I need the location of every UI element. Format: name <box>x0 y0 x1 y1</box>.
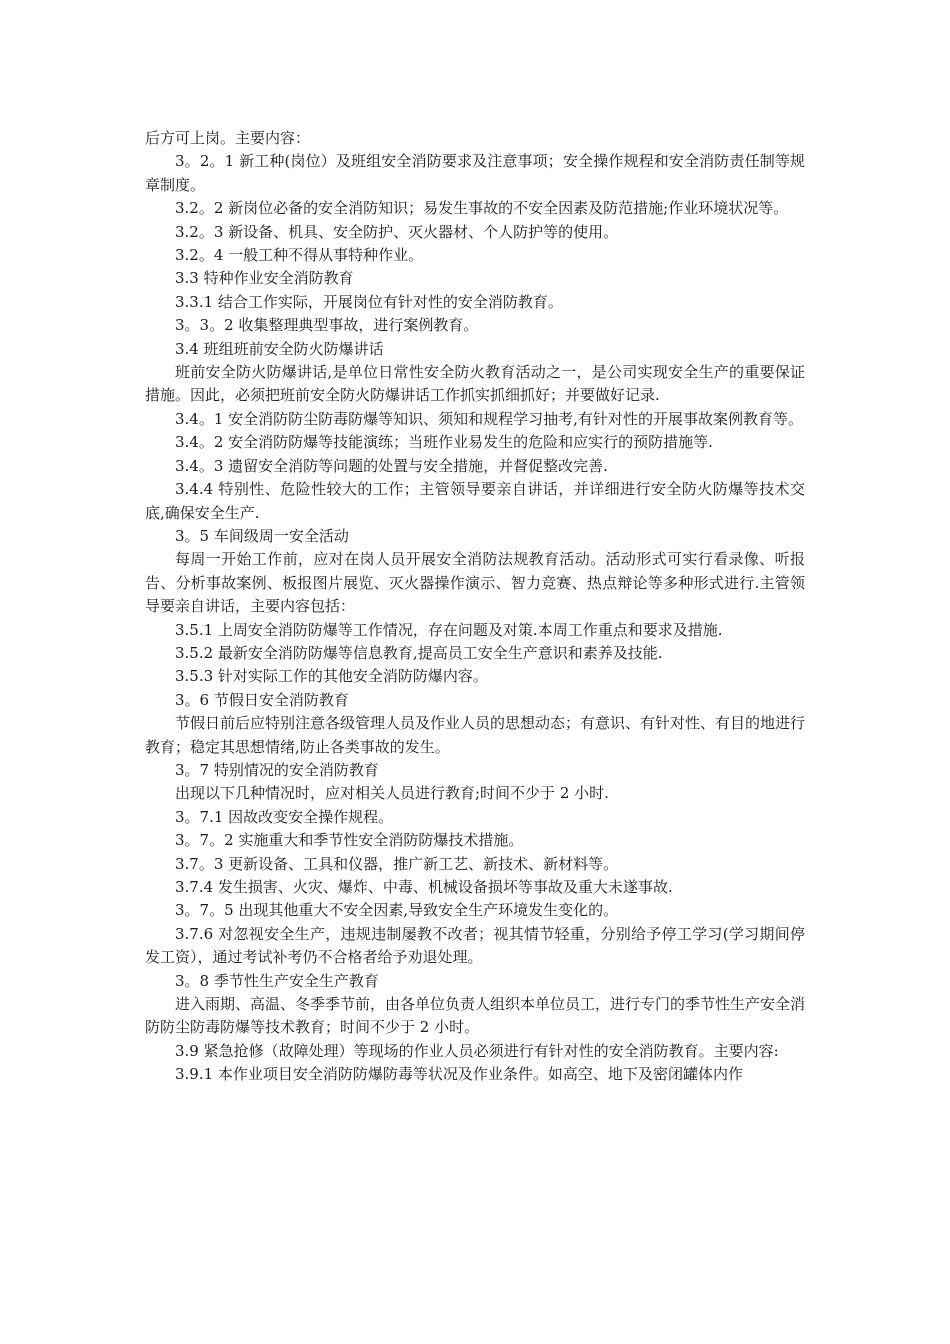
paragraph: 3.4。3 遗留安全消防等问题的处置与安全措施，并督促整改完善. <box>175 456 608 475</box>
paragraph: 3.2。2 新岗位必备的安全消防知识；易发生事故的不安全因素及防范措施;作业环境状况等。 <box>175 199 789 218</box>
paragraph: 班前安全防火防爆讲话,是单位日常性安全防火教育活动之一，是公司实现安全生产的重要保证措施。因此，必须把班前安全防火防爆讲话工作抓实抓细抓好；并要做好记录. <box>145 363 805 405</box>
paragraph: 3。7。5 出现其他重大不安全因素,导致安全生产环境发生变化的。 <box>175 901 619 920</box>
paragraph: 后方可上岗。主要内容： <box>145 129 311 147</box>
paragraph: 每周一开始工作前，应对在岗人员开展安全消防法规教育活动。活动形式可实行看录像、听报告、分析事故案例、板报图片展览、灭火器操作演示、智力竞赛、热点辩论等多种形式进行.主管领导要亲自讲话，主要内容包括： <box>145 550 805 616</box>
paragraph: 3.7.4 发生损害、火灾、爆炸、中毒、机械设备损坏等事故及重大未遂事故. <box>175 878 673 896</box>
paragraph: 3.5.1 上周安全消防防爆等工作情况，存在问题及对策.本周工作重点和要求及措施. <box>175 620 723 639</box>
paragraph: 3.4。2 安全消防防爆等技能演练；当班作业易发生的危险和应实行的预防措施等. <box>175 433 713 452</box>
paragraph: 3。3。2 收集整理典型事故，进行案例教育。 <box>175 316 479 335</box>
paragraph: 3.7.6 对忽视安全生产，违规违制屡教不改者；视其情节轻重，分别给予停工学习(学习期间停发工资），通过考试补考仍不合格者给予劝退处理。 <box>145 924 805 967</box>
paragraph: 出现以下几种情况时，应对相关人员进行教育;时间不少于 2 小时. <box>175 784 609 803</box>
paragraph: 3.9.1 本作业项目安全消防防爆防毒等状况及作业条件。如高空、地下及密闭罐体内作 <box>175 1065 743 1084</box>
paragraph: 进入雨期、高温、冬季季节前，由各单位负责人组织本单位员工，进行专门的季节性生产安全消防防尘防毒防爆等技术教育；时间不少于 2 小时。 <box>145 995 806 1037</box>
paragraph: 3。6 节假日安全消防教育 <box>175 690 349 709</box>
paragraph: 3.3 特种作业安全消防教育 <box>175 269 354 288</box>
paragraph: 3。7.1 因故改变安全操作规程。 <box>175 807 394 826</box>
paragraph: 3.5.3 针对实际工作的其他安全消防防爆内容。 <box>175 667 488 686</box>
paragraph: 3。2。1 新工种(岗位）及班组安全消防要求及注意事项；安全操作规程和安全消防责任制等规章制度。 <box>145 152 805 194</box>
paragraph: 3.4 班组班前安全防火防爆讲话 <box>175 339 384 358</box>
paragraph: 3.7。3 更新设备、工具和仪器，推广新工艺、新技术、新材料等。 <box>175 854 619 873</box>
paragraph: 3.5.2 最新安全消防防爆等信息教育,提高员工安全生产意识和素养及技能. <box>175 643 663 662</box>
paragraph: 3.4。1 安全消防防尘防毒防爆等知识、须知和规程学习抽考,有针对性的开展事故案例教育等。 <box>175 409 803 428</box>
paragraph: 3。7 特别情况的安全消防教育 <box>175 760 379 779</box>
paragraph: 节假日前后应特别注意各级管理人员及作业人员的思想动态；有意识、有针对性、有目的地进行教育；稳定其思想情绪,防止各类事故的发生。 <box>145 714 806 756</box>
paragraph: 3。8 季节性生产安全生产教育 <box>175 971 379 990</box>
paragraph: 3。7。2 实施重大和季节性安全消防防爆技术措施。 <box>175 831 524 850</box>
paragraph: 3.2。4 一般工种不得从事特种作业。 <box>175 246 424 265</box>
paragraph: 3.4.4 特别性、危险性较大的工作；主管领导要亲自讲话，并详细进行安全防火防爆等技术交底,确保安全生产. <box>145 480 805 522</box>
paragraph: 3.9 紧急抢修（故障处理）等现场的作业人员必须进行有针对性的安全消防教育。主要内容: <box>175 1041 779 1060</box>
paragraph: 3。5 车间级周一安全活动 <box>175 526 349 545</box>
paragraph: 3.2。3 新设备、机具、安全防护、灭火器材、个人防护等的使用。 <box>175 222 619 241</box>
document-page <box>145 127 805 1087</box>
paragraph: 3.3.1 结合工作实际，开展岗位有针对性的安全消防教育。 <box>175 292 563 311</box>
